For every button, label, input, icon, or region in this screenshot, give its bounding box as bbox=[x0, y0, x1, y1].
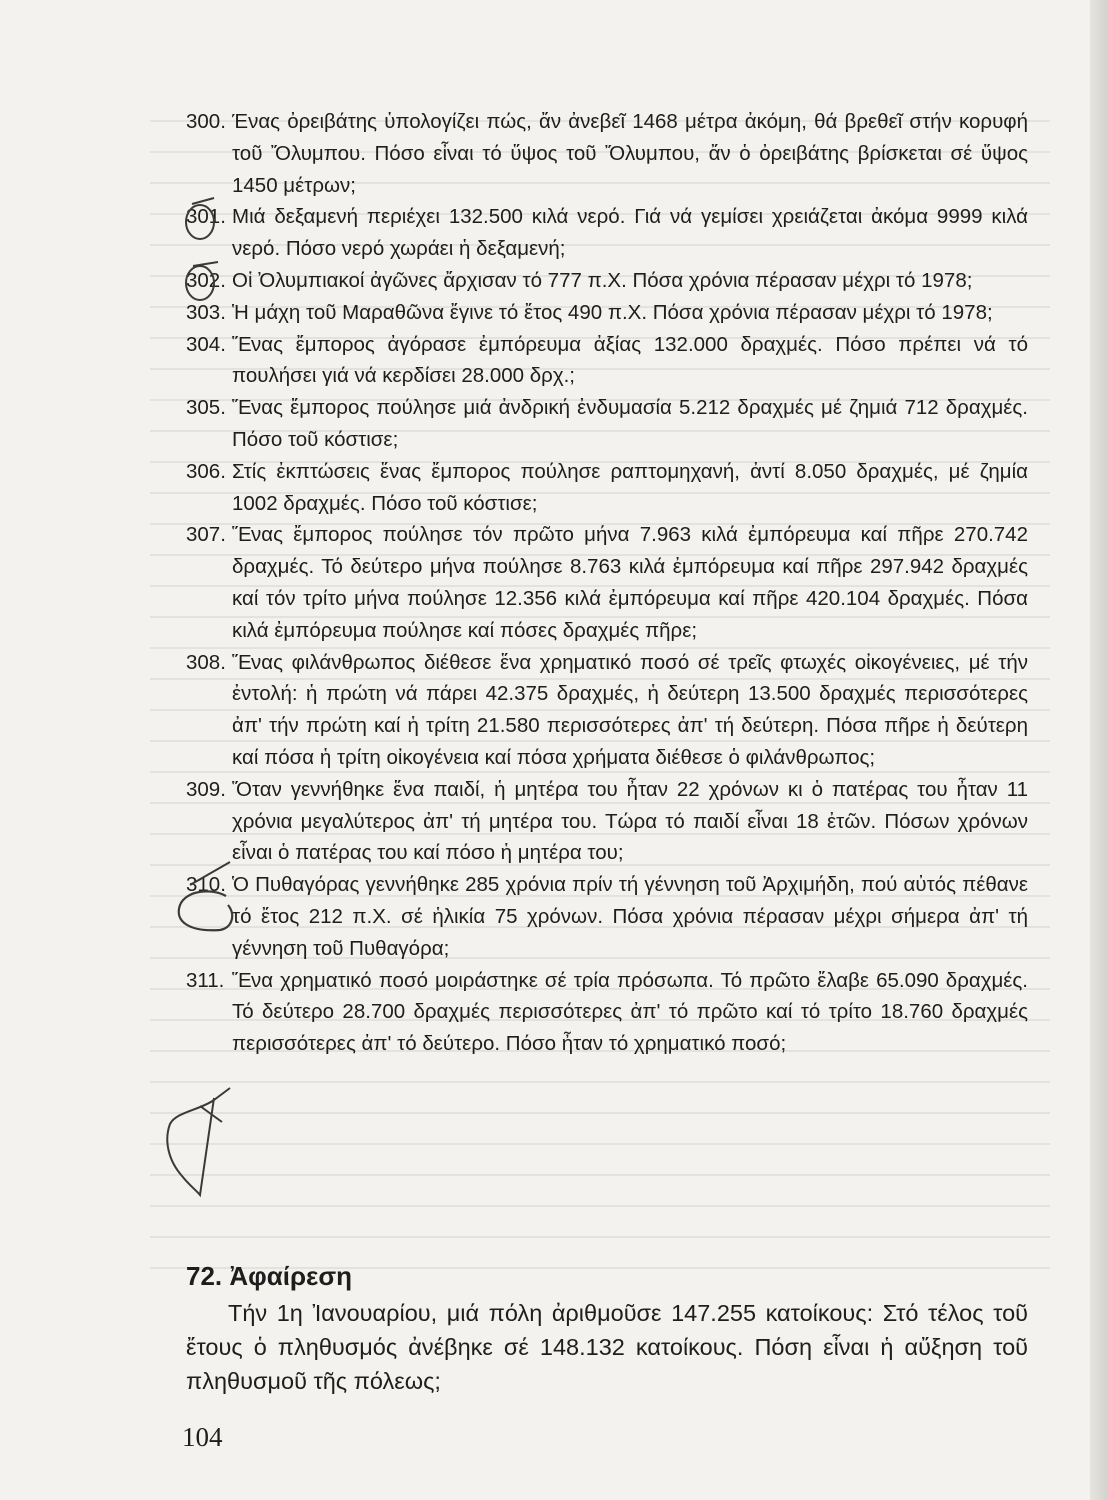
problem-text: Ένας ὀρειβάτης ὑπολογίζει πώς, ἄν ἀνεβεῖ 1468 μέτρα ἀκόμη, θά βρεθεῖ στήν κορυφή τοῦ Ὄλυμπου. Πόσο εἶναι τό ὕψος τοῦ Ὄλυμπου, ἄν ὁ ὀρειβάτης βρίσκεται σέ ὕψος 1450 μέτρων; bbox=[232, 110, 1028, 197]
page-number: 104 bbox=[182, 1422, 223, 1452]
problem-304 bbox=[186, 329, 1028, 393]
problem-number: 302. bbox=[186, 268, 226, 292]
problem-301 bbox=[186, 201, 1028, 265]
problem-number: 306. bbox=[186, 459, 226, 483]
problem-text: Ἕνας ἔμπορος πούλησε μιά ἀνδρική ἐνδυμασία 5.212 δραχμές μέ ζημιά 712 δραχμές. Πόσο τοῦ κόστισε; bbox=[232, 396, 1028, 451]
problem-307 bbox=[186, 519, 1028, 646]
problem-text: Οἱ Ὀλυμπιακοί ἀγῶνες ἄρχισαν τό 777 π.Χ. Πόσα χρόνια πέρασαν μέχρι τό 1978; bbox=[232, 268, 973, 292]
problem-309 bbox=[186, 774, 1028, 869]
problem-number: 307. bbox=[186, 523, 226, 547]
problem-text: Στίς ἐκπτώσεις ἕνας ἔμπορος πούλησε ραπτομηχανή, ἀντί 8.050 δραχμές, μέ ζημία 1002 δραχμές. Πόσο τοῦ κόστισε; bbox=[232, 459, 1028, 515]
problem-308 bbox=[186, 647, 1028, 774]
problem-303 bbox=[186, 297, 1028, 329]
problem-300 bbox=[186, 106, 1028, 201]
problem-number: 300. bbox=[186, 110, 226, 133]
check-mark-310 bbox=[200, 1106, 222, 1122]
problem-number: 304. bbox=[186, 332, 226, 356]
problem-310 bbox=[186, 869, 1028, 964]
problem-text: Ἕνας ἔμπορος πούλησε τόν πρῶτο μήνα 7.963 κιλά ἐμπόρευμα καί πῆρε 270.742 δραχμές. Τό δεύτερο μήνα πούλησε 8.763 κιλά ἐμπόρευμα καί πῆρε 297.942 δραχμές καί τόν τρίτο μήνα πούλησε 12.356 κιλά ἐμπόρευμα καί πῆρε 420.104 δραχμές. Πόσα κιλά ἐμπόρευμα πούλησε καί πόσες δραχμές πῆρε; bbox=[232, 523, 1028, 642]
problem-list bbox=[186, 106, 1028, 1060]
problem-text: Ἡ μάχη τοῦ Μαραθῶνα ἔγινε τό ἔτος 490 π.Χ. Πόσα χρόνια πέρασαν μέχρι τό 1978; bbox=[232, 300, 993, 324]
problem-number: 308. bbox=[186, 650, 226, 674]
problem-number: 310. bbox=[186, 873, 226, 897]
problem-number: 305. bbox=[186, 396, 226, 420]
problem-text: Ὁ Πυθαγόρας γεννήθηκε 285 χρόνια πρίν τή γέννηση τοῦ Ἀρχιμήδη, πού αὐτός πέθανε τό ἔτος 212 π.Χ. σέ ἡλικία 75 χρόνων. Πόσα χρόνια πέρασαν μέχρι σήμερα ἀπ' τή γέννηση τοῦ Πυθαγόρα; bbox=[232, 873, 1028, 960]
problem-text: Ἕνας φιλάνθρωπος διέθεσε ἕνα χρηματικό ποσό σέ τρεῖς φτωχές οἰκογένειες, μέ τήν ἐντολή: ἡ πρώτη νά πάρει 42.375 δραχμές, ἡ δεύτερη 13.500 δραχμές περισσότερες ἀπ' τήν πρώτη καί ἡ τρίτη 21.580 περισσότερες ἀπ' τή δεύτερη. Πόσα πῆρε ἡ δεύτερη καί πόσα ἡ τρίτη οἰκογένεια καί πόσα χρήματα διέθεσε ὁ φιλάνθρωπος; bbox=[232, 650, 1028, 769]
section-subtraction bbox=[186, 1258, 1028, 1398]
problem-number: 309. bbox=[186, 777, 226, 801]
problem-number: 301. bbox=[186, 205, 226, 229]
problem-text: Ἕνα χρηματικό ποσό μοιράστηκε σέ τρία πρόσωπα. Τό πρῶτο ἔλαβε 65.090 δραχμές. Τό δεύτερο 28.700 δραχμές περισσότερες ἀπ' τό πρῶτο καί τό τρίτο 18.760 δραχμές περισσότερες ἀπ' τό δεύτερο. Πόσο ἦταν τό χρηματικό ποσό; bbox=[232, 968, 1028, 1056]
problem-text: Ὅταν γεννήθηκε ἕνα παιδί, ἡ μητέρα του ἦταν 22 χρόνων κι ὁ πατέρας του ἦταν 11 χρόνια μεγαλύτερος ἀπ' τή μητέρα του. Τώρα τό παιδί εἶναι 18 ἐτῶν. Πόσων χρόνων εἶναι ὁ πατέρας του καί πόσο ἡ μητέρα του; bbox=[232, 777, 1028, 865]
section-intro-problem: Τήν 1η Ἰανουαρίου, μιά πόλη ἀριθμοῦσε 147.255 κατοίκους: Στό τέλος τοῦ ἔτους ὁ πληθυσμός ἀνέβηκε σέ 148.132 κατοίκους. Πόση εἶναι ἡ αὔξηση τοῦ πληθυσμοῦ τῆς πόλεως; bbox=[186, 1300, 1028, 1394]
page-fold-shadow bbox=[1090, 0, 1107, 1500]
problem-302 bbox=[186, 265, 1028, 297]
problem-number: 311. bbox=[186, 968, 225, 992]
problem-305 bbox=[186, 392, 1028, 456]
problem-311 bbox=[186, 965, 1028, 1060]
problem-number: 303. bbox=[186, 300, 226, 324]
check-mark-311 bbox=[167, 1088, 230, 1195]
section-title: 72. Ἀφαίρεση bbox=[186, 1261, 353, 1291]
problem-text: Ἕνας ἔμπορος ἀγόρασε ἐμπόρευμα ἀξίας 132.000 δραχμές. Πόσο πρέπει νά τό πουλήσει γιά νά κερδίσει 28.000 δρχ.; bbox=[232, 332, 1028, 388]
problem-text: Μιά δεξαμενή περιέχει 132.500 κιλά νερό. Γιά νά γεμίσει χρειάζεται ἀκόμα 9999 κιλά νερό. Πόσο νερό χωράει ἡ δεξαμενή; bbox=[232, 205, 1028, 261]
problem-306 bbox=[186, 456, 1028, 520]
